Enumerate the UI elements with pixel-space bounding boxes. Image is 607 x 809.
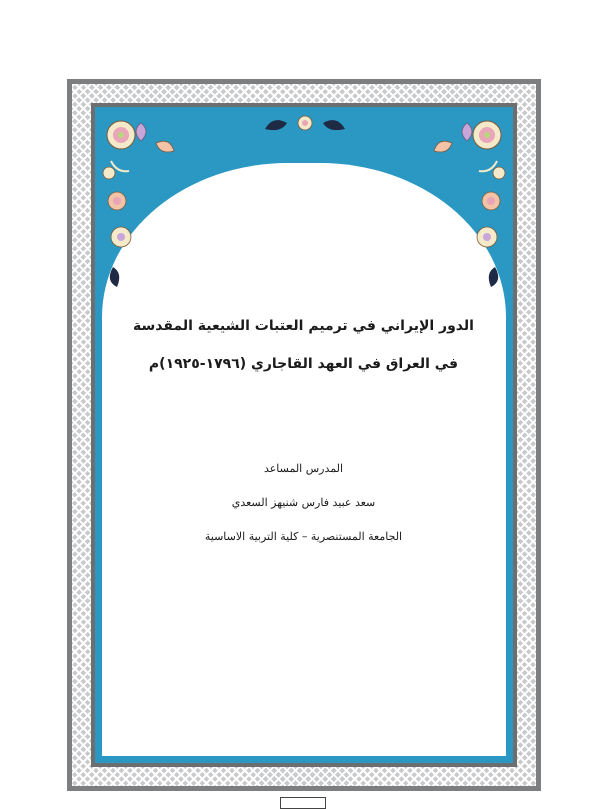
floral-ornament-icon [421, 113, 507, 193]
decorative-frame [67, 79, 541, 791]
document-title-line-1: الدور الإيراني في ترميم العتبات الشيعية المقدسة [133, 318, 474, 334]
floral-blue-panel [95, 107, 513, 763]
floral-ornament-icon [459, 187, 509, 297]
paisley-ornament-icon [245, 109, 365, 149]
document-title-line-2: في العراق في العهد القاجاري (١٧٩٦-١٩٢٥)م [148, 356, 459, 372]
arch-white-area [102, 163, 506, 756]
floral-ornament-icon [99, 187, 149, 297]
author-name: سعد عبيد فارس شنيهز السعدي [231, 496, 376, 509]
author-affiliation: الجامعة المستنصرية – كلية التربية الاساسية [204, 530, 403, 543]
author-role: المدرس المساعد [263, 462, 344, 475]
floral-ornament-icon [101, 113, 187, 193]
page-number-box [280, 797, 326, 809]
